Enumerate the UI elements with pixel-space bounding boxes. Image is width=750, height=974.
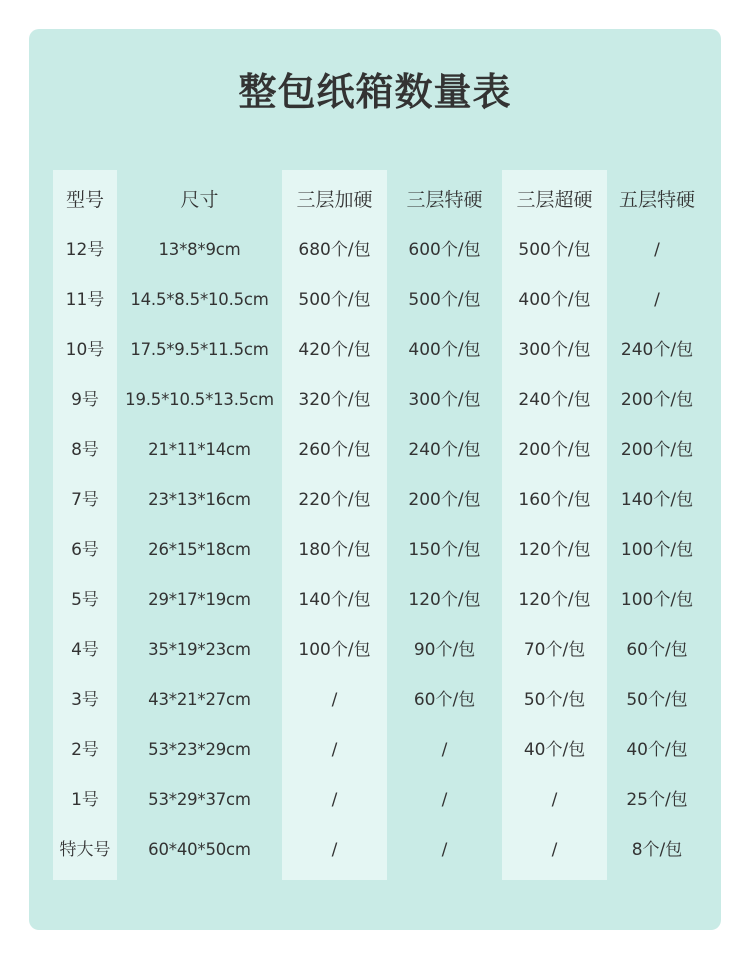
- table-row: [53, 775, 717, 825]
- cell-three-layer-super-hard: /: [551, 839, 558, 860]
- table-row: [53, 275, 717, 325]
- cell-model: 1号: [71, 789, 99, 810]
- cell-size: 26*15*18cm: [148, 539, 251, 559]
- cell-three-layer-super-hard: 50个/包: [523, 689, 586, 710]
- cell-model: 2号: [71, 739, 99, 760]
- table-row: [53, 525, 717, 575]
- cell-model: 3号: [71, 689, 99, 710]
- table-row: [53, 225, 717, 275]
- cell-model: 特大号: [59, 839, 111, 860]
- cell-three-layer-extra-hard: 200个/包: [408, 489, 481, 510]
- header-model: 型号: [65, 189, 104, 211]
- cell-size: 19.5*10.5*13.5cm: [125, 389, 274, 409]
- cell-three-layer-extra-hard: /: [441, 739, 448, 760]
- cell-three-layer-reinforced: 320个/包: [298, 389, 371, 410]
- cell-three-layer-super-hard: 120个/包: [518, 589, 591, 610]
- cell-three-layer-extra-hard: 600个/包: [408, 239, 481, 260]
- cell-five-layer-extra-hard: 200个/包: [620, 389, 694, 410]
- cell-size: 23*13*16cm: [148, 489, 251, 509]
- cell-five-layer-extra-hard: 40个/包: [626, 739, 688, 760]
- cell-size: 60*40*50cm: [148, 839, 251, 859]
- cell-three-layer-super-hard: 240个/包: [518, 389, 591, 410]
- cell-five-layer-extra-hard: 50个/包: [626, 689, 688, 710]
- cell-three-layer-extra-hard: /: [441, 839, 448, 860]
- header-three-layer-super-hard: 三层超硬: [516, 189, 593, 211]
- cell-three-layer-reinforced: 420个/包: [298, 339, 371, 360]
- cell-five-layer-extra-hard: /: [654, 239, 660, 260]
- cell-size: 17.5*9.5*11.5cm: [130, 339, 269, 359]
- cell-model: 11号: [65, 289, 105, 310]
- cell-model: 6号: [71, 539, 99, 560]
- cell-size: 53*23*29cm: [148, 739, 251, 759]
- cell-model: 4号: [71, 639, 99, 660]
- cell-five-layer-extra-hard: 200个/包: [620, 439, 694, 460]
- table-row: [53, 725, 717, 775]
- cell-five-layer-extra-hard: 140个/包: [620, 489, 694, 510]
- cell-five-layer-extra-hard: 8个/包: [631, 839, 683, 860]
- cell-three-layer-reinforced: 500个/包: [298, 289, 371, 310]
- cell-three-layer-super-hard: 120个/包: [518, 539, 591, 560]
- cell-size: 53*29*37cm: [148, 789, 251, 809]
- cell-model: 9号: [71, 389, 99, 410]
- cell-model: 8号: [71, 439, 99, 460]
- table-row: [53, 375, 717, 425]
- cell-size: 21*11*14cm: [148, 439, 251, 459]
- header-three-layer-reinforced: 三层加硬: [296, 189, 373, 211]
- cell-three-layer-extra-hard: 500个/包: [408, 289, 481, 310]
- table-row: [53, 575, 717, 625]
- cell-three-layer-reinforced: /: [331, 839, 338, 860]
- cell-model: 5号: [71, 589, 99, 610]
- header-five-layer-extra-hard: 五层特硬: [618, 189, 695, 211]
- cell-three-layer-reinforced: 140个/包: [298, 589, 371, 610]
- cell-three-layer-super-hard: 200个/包: [518, 439, 591, 460]
- cell-model: 10号: [65, 339, 105, 360]
- cell-three-layer-reinforced: /: [331, 689, 338, 710]
- cell-three-layer-reinforced: /: [331, 739, 338, 760]
- cell-three-layer-reinforced: 260个/包: [298, 439, 371, 460]
- cell-five-layer-extra-hard: 25个/包: [626, 789, 688, 810]
- cell-size: 14.5*8.5*10.5cm: [130, 289, 269, 309]
- cell-three-layer-extra-hard: 150个/包: [408, 539, 481, 560]
- cell-three-layer-extra-hard: /: [441, 789, 448, 810]
- cell-size: 43*21*27cm: [148, 689, 251, 709]
- cell-three-layer-super-hard: 400个/包: [518, 289, 591, 310]
- cell-three-layer-extra-hard: 300个/包: [408, 389, 481, 410]
- page-title: 整包纸箱数量表: [238, 70, 512, 114]
- cell-model: 7号: [71, 489, 99, 510]
- cell-three-layer-extra-hard: 90个/包: [413, 639, 476, 660]
- cell-three-layer-super-hard: 160个/包: [518, 489, 591, 510]
- table-header-row: [53, 170, 717, 225]
- cell-three-layer-super-hard: 300个/包: [518, 339, 591, 360]
- cell-three-layer-super-hard: /: [551, 789, 558, 810]
- cell-three-layer-super-hard: 500个/包: [518, 239, 591, 260]
- cell-three-layer-reinforced: 220个/包: [298, 489, 371, 510]
- table-row: [53, 825, 717, 875]
- cell-three-layer-reinforced: 100个/包: [298, 639, 371, 660]
- cell-three-layer-extra-hard: 120个/包: [408, 589, 481, 610]
- cell-size: 13*8*9cm: [158, 239, 241, 259]
- header-size: 尺寸: [180, 189, 219, 211]
- cell-model: 12号: [65, 239, 105, 260]
- cell-five-layer-extra-hard: 100个/包: [620, 589, 694, 610]
- cell-three-layer-extra-hard: 400个/包: [408, 339, 481, 360]
- cell-three-layer-super-hard: 70个/包: [523, 639, 586, 660]
- cell-five-layer-extra-hard: 100个/包: [620, 539, 694, 560]
- cell-five-layer-extra-hard: /: [654, 289, 660, 310]
- table-row: [53, 625, 717, 675]
- cell-size: 29*17*19cm: [148, 589, 251, 609]
- quantity-table: [53, 170, 717, 875]
- table-row: [53, 425, 717, 475]
- cell-size: 35*19*23cm: [148, 639, 251, 659]
- cell-three-layer-reinforced: 180个/包: [298, 539, 371, 560]
- cell-five-layer-extra-hard: 60个/包: [626, 639, 688, 660]
- table-row: [53, 475, 717, 525]
- table-row: [53, 675, 717, 725]
- table-row: [53, 325, 717, 375]
- cell-five-layer-extra-hard: 240个/包: [620, 339, 694, 360]
- cell-three-layer-extra-hard: 240个/包: [408, 439, 481, 460]
- cell-three-layer-super-hard: 40个/包: [523, 739, 586, 760]
- cell-three-layer-reinforced: 680个/包: [298, 239, 371, 260]
- header-three-layer-extra-hard: 三层特硬: [406, 189, 483, 211]
- cell-three-layer-extra-hard: 60个/包: [413, 689, 476, 710]
- cell-three-layer-reinforced: /: [331, 789, 338, 810]
